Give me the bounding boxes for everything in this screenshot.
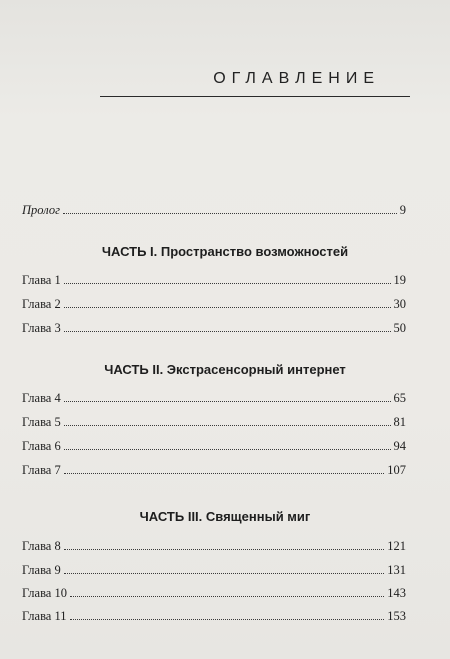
toc-entry-chapter-8 — [22, 539, 406, 557]
toc-entry-chapter-4 — [22, 391, 406, 409]
toc-header — [100, 66, 410, 97]
toc-entry-chapter-11 — [22, 609, 406, 627]
toc-entry-page: 107 — [387, 463, 406, 477]
dot-leader — [70, 619, 385, 620]
dot-leader — [63, 213, 397, 214]
toc-entry-label: Глава 9 — [22, 563, 61, 577]
toc-entry-prologue — [22, 203, 406, 221]
toc-entry-chapter-2 — [22, 297, 406, 315]
toc-entry-chapter-5 — [22, 415, 406, 433]
toc-entry-chapter-9 — [22, 563, 406, 581]
dot-leader — [64, 449, 391, 450]
page-title: ОГЛАВЛЕНИЕ — [213, 70, 380, 87]
toc-entry-chapter-7 — [22, 463, 406, 481]
toc-entry-label: Глава 2 — [22, 297, 61, 311]
toc-entry-page: 65 — [393, 391, 406, 405]
dot-leader — [64, 307, 391, 308]
toc-entry-label: Глава 10 — [22, 586, 67, 600]
part-title-1: ЧАСТЬ I. Пространство возможностей — [101, 244, 349, 259]
dot-leader — [64, 401, 391, 402]
toc-entry-page: 121 — [387, 539, 406, 553]
dot-leader — [64, 549, 385, 550]
toc-entry-label: Глава 7 — [22, 463, 61, 477]
dot-leader — [70, 596, 384, 597]
toc-entry-label: Глава 8 — [22, 539, 61, 553]
dot-leader — [64, 573, 385, 574]
toc-entry-label: Глава 6 — [22, 439, 61, 453]
toc-entry-label: Глава 1 — [22, 273, 61, 287]
toc-entry-page: 19 — [393, 273, 406, 287]
toc-entry-page: 153 — [387, 609, 406, 623]
toc-entry-label: Глава 11 — [22, 609, 67, 623]
dot-leader — [64, 473, 385, 474]
toc-entry-page: 50 — [393, 321, 406, 335]
toc-entry-page: 81 — [393, 415, 406, 429]
toc-entry-label: Глава 4 — [22, 391, 61, 405]
toc-entry-label: Глава 3 — [22, 321, 61, 335]
toc-entry-page: 30 — [393, 297, 406, 311]
toc-entry-page: 94 — [393, 439, 406, 453]
part-title-3: ЧАСТЬ III. Священный миг — [139, 509, 311, 524]
toc-entry-page: 9 — [399, 203, 406, 217]
dot-leader — [64, 283, 391, 284]
dot-leader — [64, 425, 391, 426]
part-title-2: ЧАСТЬ II. Экстрасенсорный интернет — [104, 362, 346, 377]
toc-entry-chapter-1 — [22, 273, 406, 291]
dot-leader — [64, 331, 391, 332]
toc-entry-label: Пролог — [22, 203, 60, 217]
toc-entry-chapter-10 — [22, 586, 406, 604]
toc-entry-chapter-3 — [22, 321, 406, 339]
toc-entry-chapter-6 — [22, 439, 406, 457]
toc-entry-page: 143 — [387, 586, 406, 600]
toc-entry-label: Глава 5 — [22, 415, 61, 429]
toc-entry-page: 131 — [387, 563, 406, 577]
